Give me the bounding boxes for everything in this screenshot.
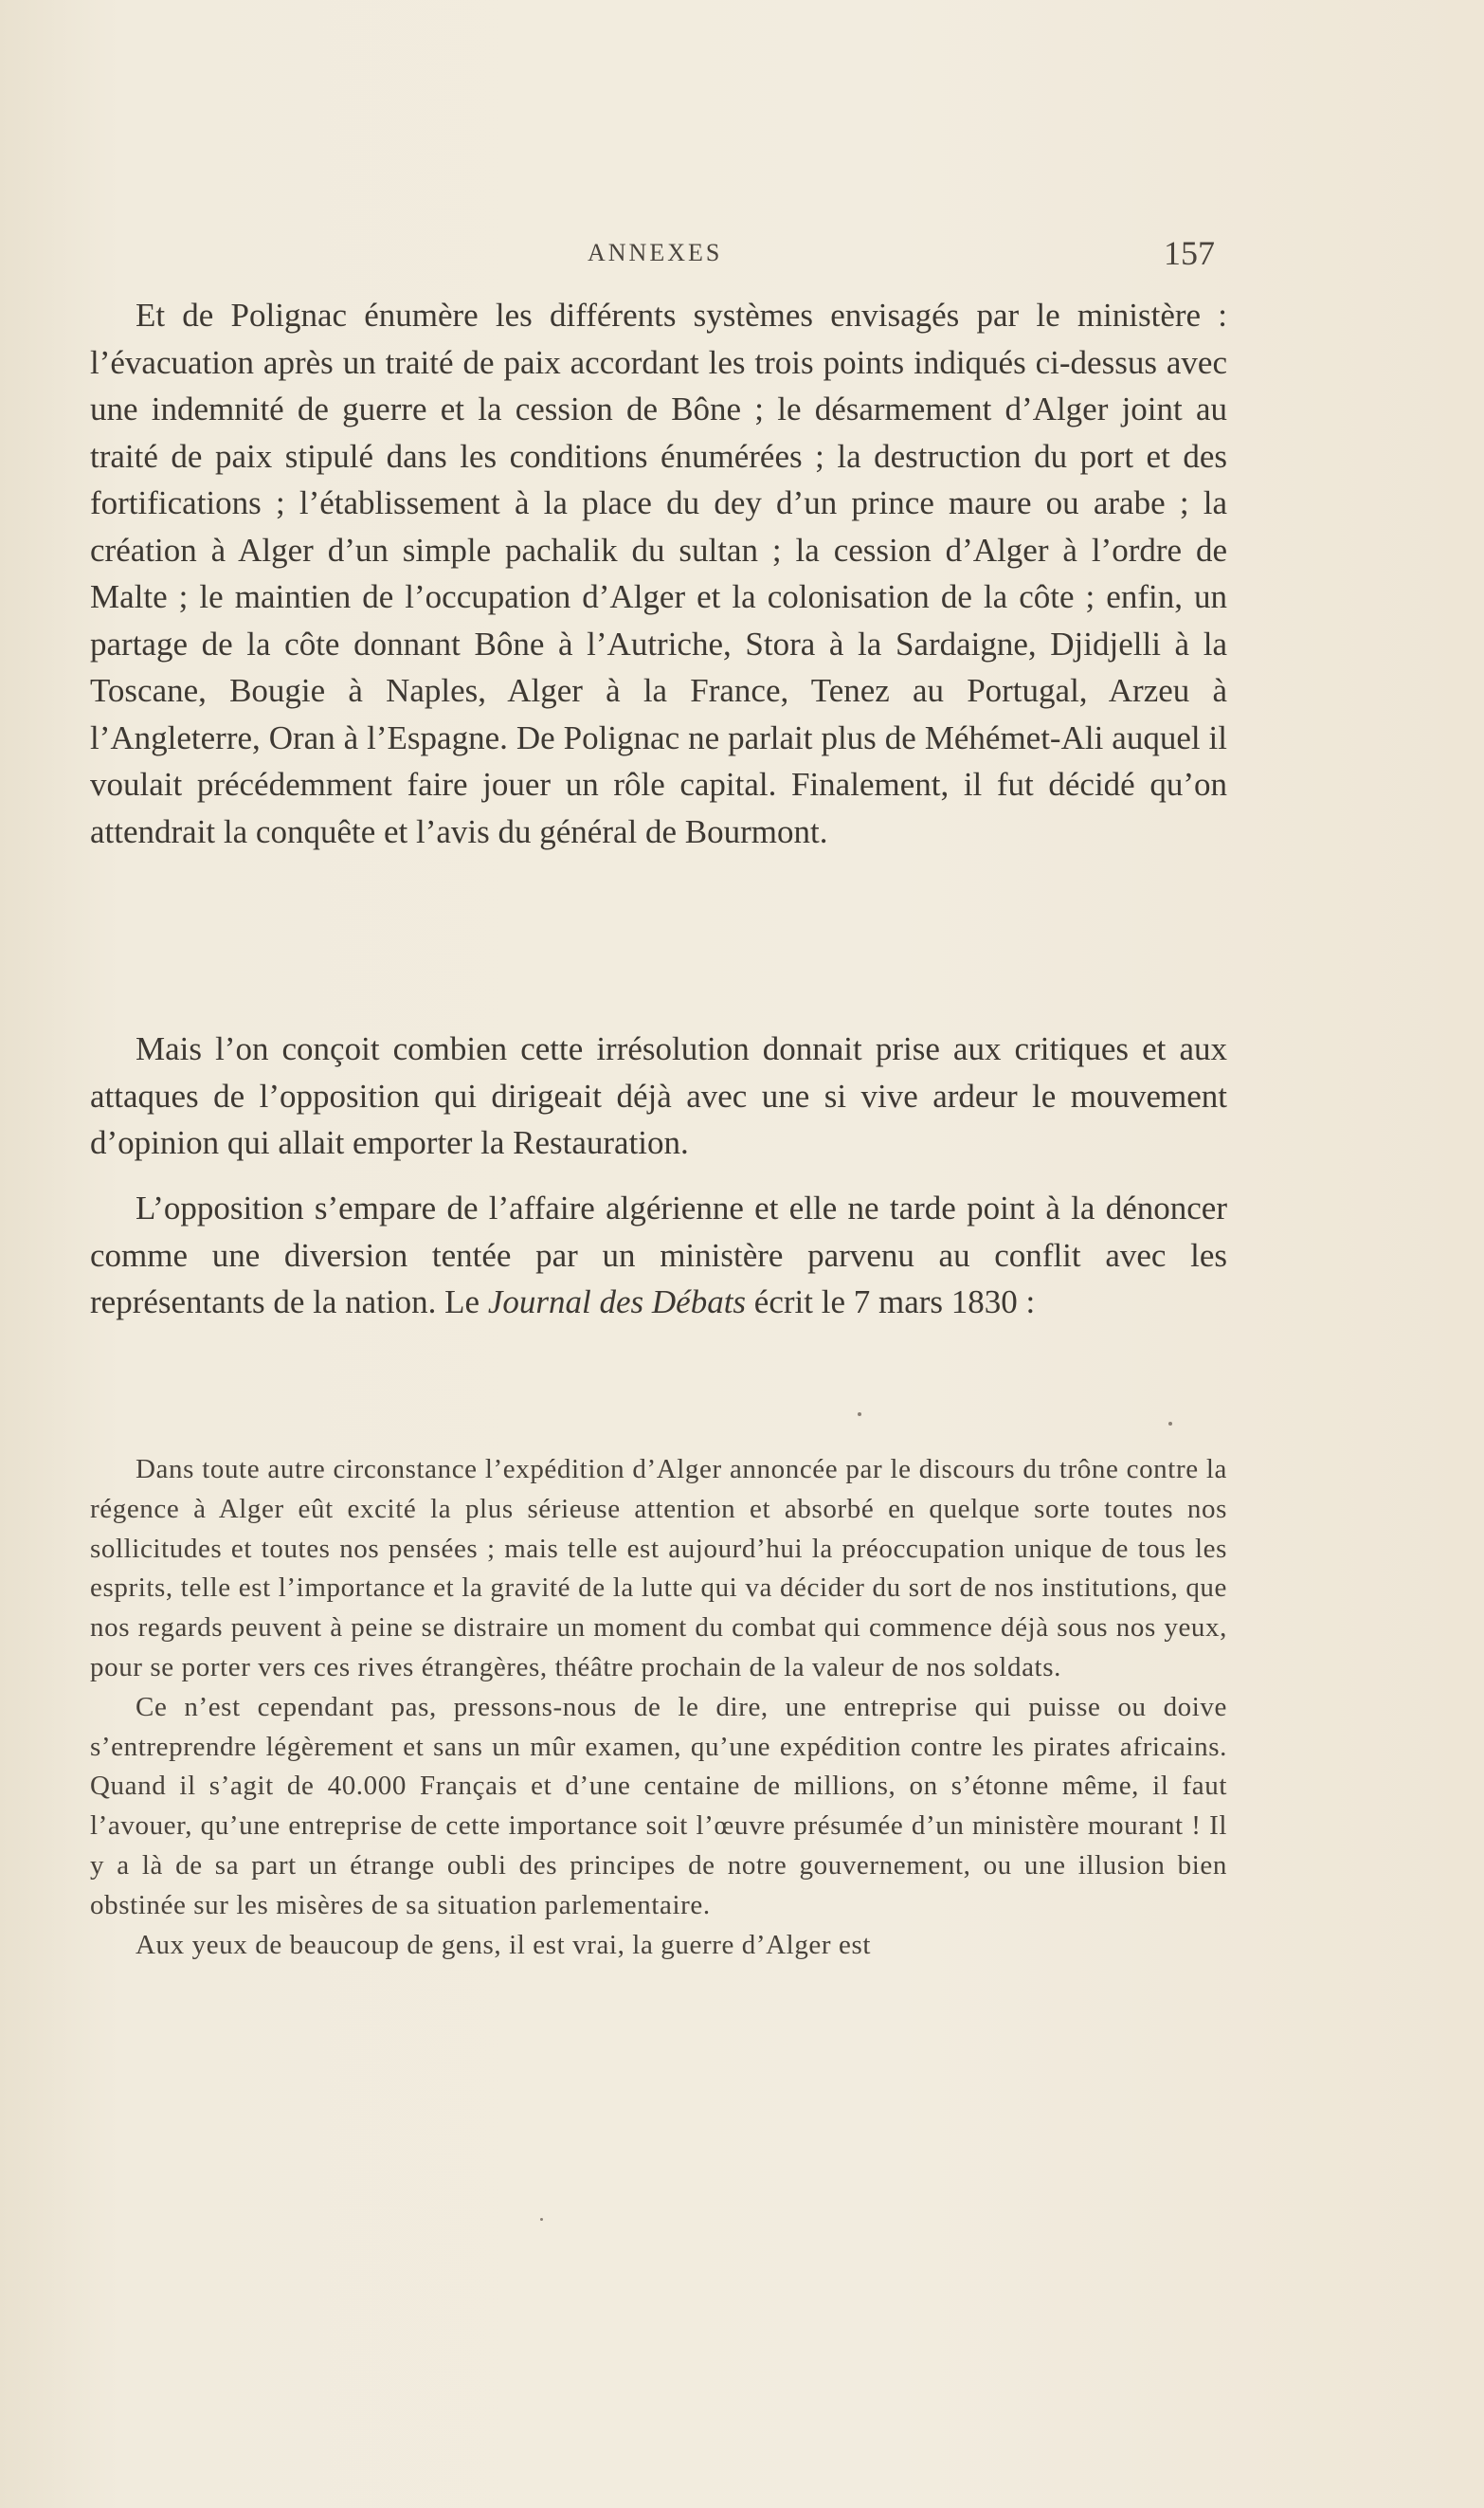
- paragraph-opposition: [90, 1185, 1227, 1326]
- running-head: ANNEXES: [588, 239, 723, 266]
- quote-paragraph: Ce n’est cependant pas, pressons-nous de le dire, une entreprise qui puisse ou doive s’entreprendre légèrement et sans un mûr examen, qu’une expédition contre les pirates africains. Quand il s’agit de 40.000 Français et d’une centaine de millions, on s’étonne même, il faut l’avouer, qu’une entreprise de cette importance soit l’œuvre présumée d’un ministère mourant ! Il y a là de sa part un étrange oubli des principes de notre gouvernement, ou une illusion bien obstinée sur les misères de sa situation parlementaire.: [90, 1691, 1227, 1920]
- paragraph-text: [90, 1185, 1227, 1326]
- page-number: 157: [1164, 234, 1215, 272]
- paragraph-polignac-systems: [90, 292, 1227, 855]
- ink-speck: [1168, 1422, 1172, 1426]
- ink-speck: [540, 2218, 543, 2221]
- paragraph-text-end: écrit le 7 mars 1830 :: [746, 1283, 1036, 1320]
- paragraph-irresolution: [90, 1026, 1227, 1167]
- paragraph-text-start: L’opposition s’empare de l’affaire algérienne et elle ne tarde point à la dénoncer comme une diversion tentée par un ministère parvenu au conflit avec les représentants de la nation. Le: [90, 1190, 1227, 1320]
- page-header: [95, 234, 1232, 277]
- quote-paragraph: Aux yeux de beaucoup de gens, il est vrai, la guerre d’Alger est: [136, 1929, 872, 1960]
- journal-des-debats-quotation: [90, 1450, 1227, 1965]
- ink-speck: [858, 1412, 861, 1416]
- quote-paragraph: Dans toute autre circonstance l’expédition d’Alger annoncée par le discours du trône contre la régence à Alger eût excité la plus sérieuse attention et absorbé en quelque sorte toutes nos sollicitudes et toutes nos pensées ; mais telle est aujourd’hui la préoccupation unique de tous les esprits, telle est l’importance et la gravité de la lutte qui va décider du sort de nos institutions, que nos regards peuvent à peine se distraire un moment du combat qui commence déjà sous nos yeux, pour se porter vers ces rives étrangères, théâtre prochain de la valeur de nos soldats.: [90, 1454, 1227, 1682]
- journal-title: Journal des Débats: [487, 1283, 747, 1320]
- paragraph-text: Et de Polignac énumère les différents systèmes envisagés par le ministère : l’évacuation après un traité de paix accordant les trois points indiqués ci-dessus avec une indemnité de guerre et la cession de Bône ; le désarmement d’Alger joint au traité de paix stipulé dans les conditions énumérées ; la destruction du port et des fortifications ; l’établissement à la place du dey d’un prince maure ou arabe ; la création à Alger d’un simple pachalik du sultan ; la cession d’Alger à l’ordre de Malte ; le maintien de l’occupation d’Alger et la colonisation de la côte ; enfin, un partage de la côte donnant Bône à l’Autriche, Stora à la Sardaigne, Djidjelli à la Toscane, Bougie à Naples, Alger à la France, Tenez au Portugal, Arzeu à l’Angleterre, Oran à l’Espagne. De Polignac ne parlait plus de Méhémet-Ali auquel il voulait précédemment faire jouer un rôle capital. Finalement, il fut décidé qu’on attendrait la conquête et l’avis du général de Bourmont.: [90, 297, 1227, 850]
- paragraph-text: Mais l’on conçoit combien cette irrésolution donnait prise aux critiques et aux attaques de l’opposition qui dirigeait déjà avec une si vive ardeur le mouvement d’opinion qui allait emporter la Restauration.: [90, 1030, 1227, 1161]
